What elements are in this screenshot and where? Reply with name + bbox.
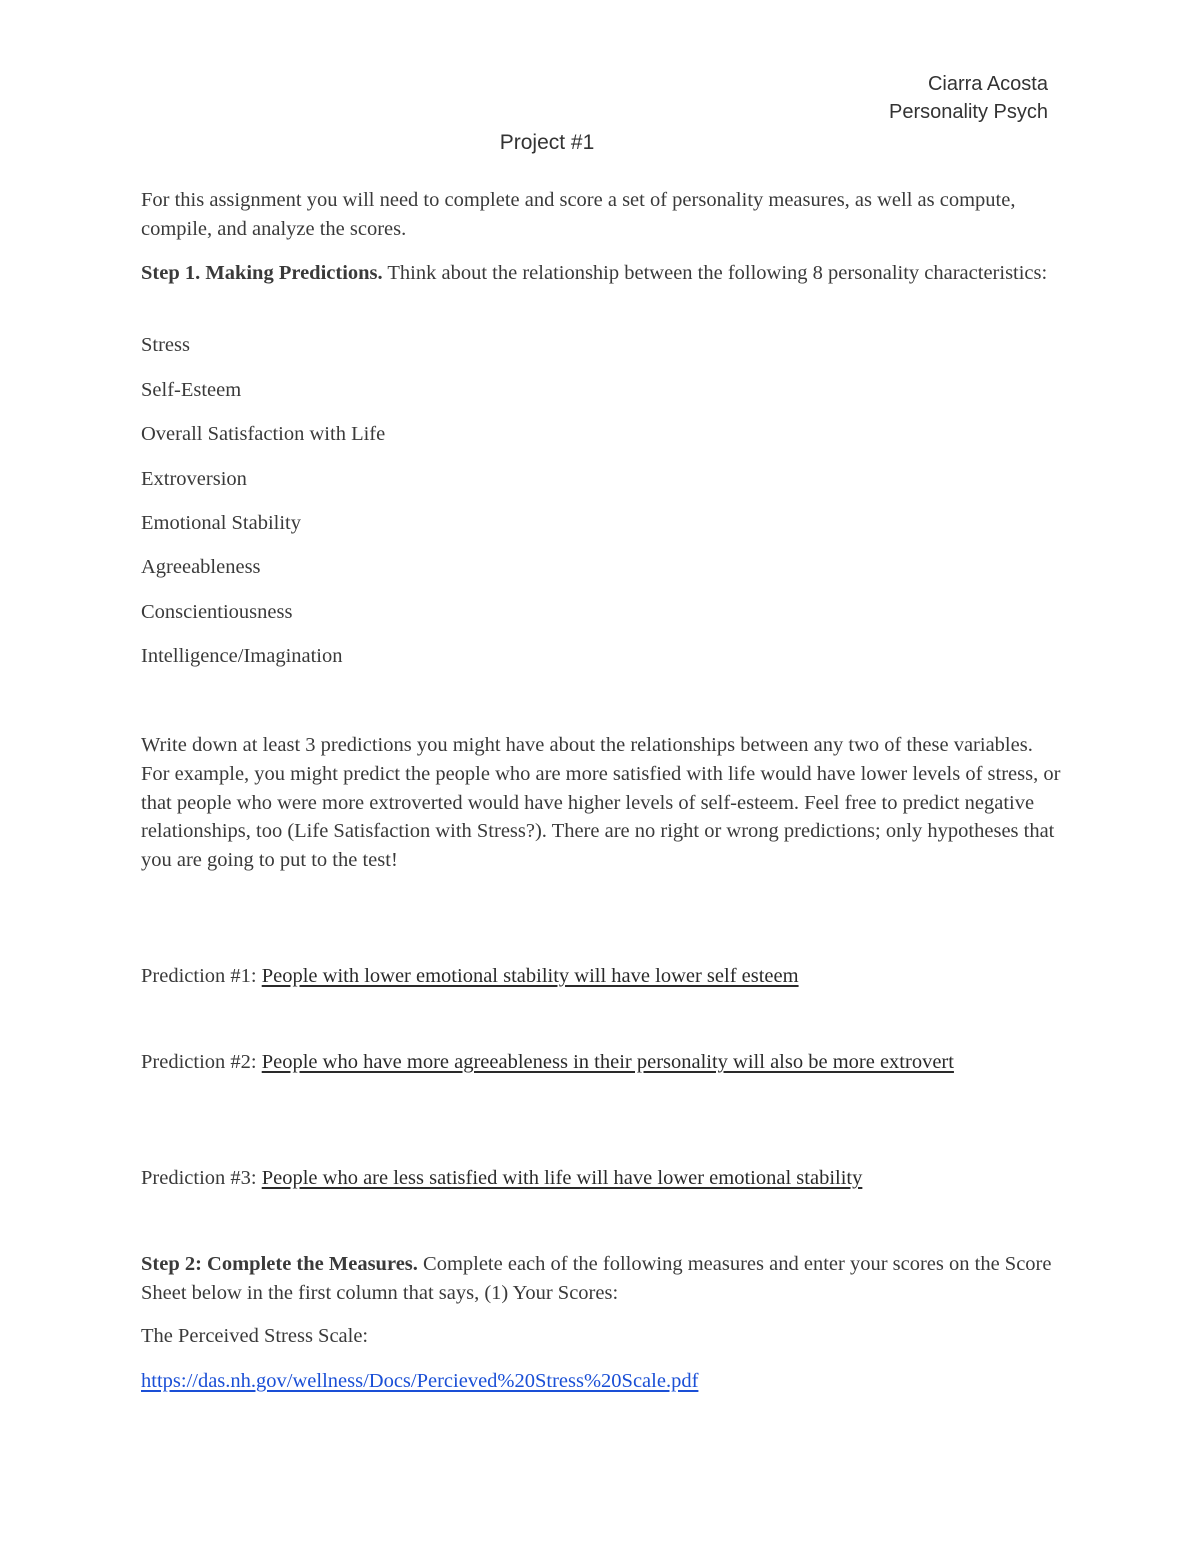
prediction-text: People who have more agreeableness in their personality will also be more extrovert <box>261 1051 954 1073</box>
step1-paragraph <box>141 259 1066 288</box>
list-item: Stress <box>141 334 190 356</box>
author-name: Ciarra Acosta <box>927 73 1048 95</box>
page-title: Project #1 <box>499 131 595 154</box>
header-block <box>889 70 1048 126</box>
step2-heading: Step 2: Complete the Measures. <box>141 1253 418 1275</box>
prediction-3 <box>141 1164 1066 1193</box>
prediction-label: Prediction #2: <box>141 1051 262 1073</box>
course-name: Personality Psych <box>889 101 1048 123</box>
stress-scale-link[interactable]: https://das.nh.gov/wellness/Docs/Percieved%20Stress%20Scale.pdf <box>141 1370 699 1392</box>
measure-link-line <box>141 1367 1066 1396</box>
step1-heading: Step 1. Making Predictions. <box>141 262 383 284</box>
list-item: Conscientiousness <box>141 601 293 623</box>
prediction-text: People with lower emotional stability will have lower self esteem <box>261 965 799 987</box>
prediction-label: Prediction #1: <box>141 965 262 987</box>
list-item: Extroversion <box>141 468 247 490</box>
step1-text: Think about the relationship between the following 8 personality characteristics: <box>382 262 1048 284</box>
list-item: Intelligence/Imagination <box>141 645 343 667</box>
step2-paragraph <box>141 1250 1066 1308</box>
list-item: Self-Esteem <box>141 379 242 401</box>
intro-paragraph: For this assignment you will need to complete and score a set of personality measures, as well as compute, compile, and analyze the scores. <box>141 189 1016 240</box>
prediction-label: Prediction #3: <box>141 1167 262 1189</box>
prediction-text: People who are less satisfied with life will have lower emotional stability <box>261 1167 863 1189</box>
measure-name: The Perceived Stress Scale: <box>141 1325 369 1347</box>
step2-text: Complete each of the following measures and enter your scores on the Score Sheet below in the first column that says, (1) Your Scores: <box>141 1253 1052 1304</box>
list-item: Agreeableness <box>141 556 261 578</box>
list-item: Emotional Stability <box>141 512 302 534</box>
list-item: Overall Satisfaction with Life <box>141 423 386 445</box>
prediction-2 <box>141 1048 1066 1077</box>
prediction-1 <box>141 962 1066 991</box>
instructions-paragraph: Write down at least 3 predictions you might have about the relationships between any two of these variables. For example, you might predict the people who are more satisfied with life would have lower levels of stress, or that people who were more extroverted would have higher levels of self-esteem. Feel free to predict negative relationships, too (Life Satisfaction with Stress?). There are no right or wrong predictions; only hypotheses that you are going to put to the test! <box>141 734 1061 872</box>
